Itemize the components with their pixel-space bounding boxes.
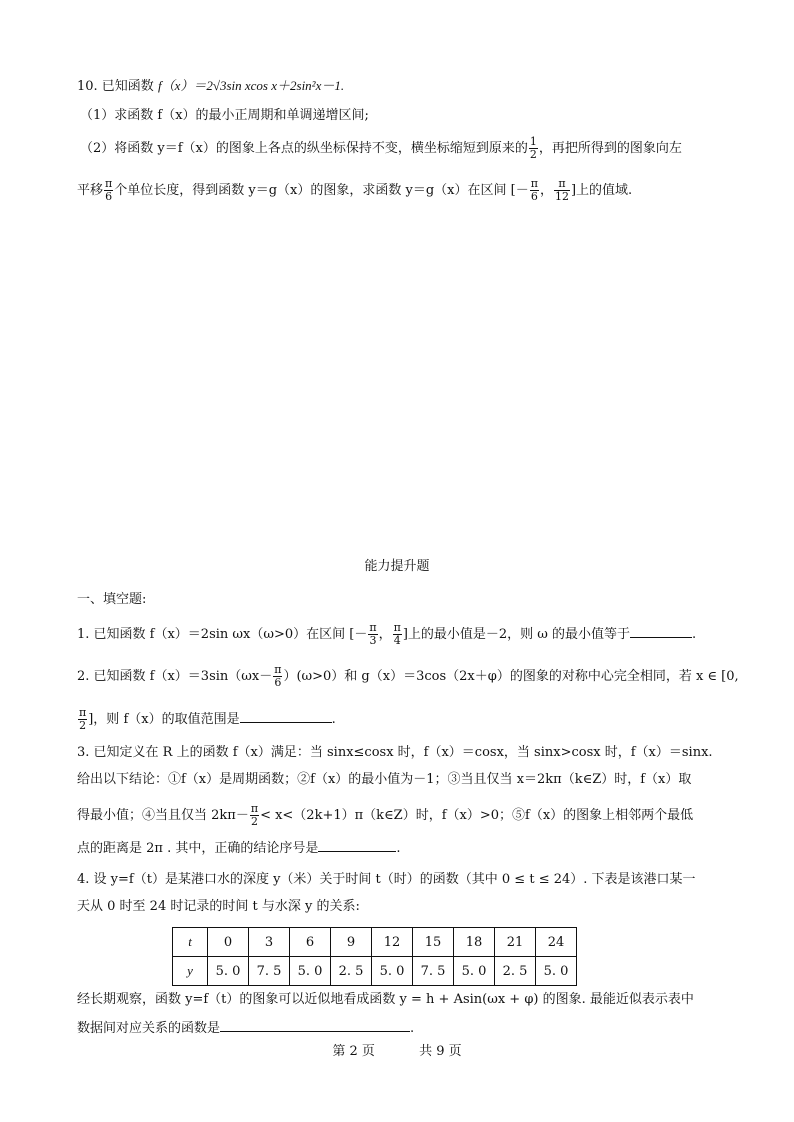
frac-num: π xyxy=(79,706,87,719)
p3-text-b: < x<（2k+1）π（k∈Z）时，f（x）>0；⑤f（x）的图象上相邻两个最低 xyxy=(260,808,694,823)
y-row-label: y xyxy=(173,957,208,986)
problem-3-line1: 3. 已知定义在 R 上的函数 f（x）满足：当 sinx≤cosx 时，f（x）＝cosx，当 sinx>cosx 时，f（x）＝sinx. xyxy=(77,745,713,760)
table-cell: 2. 5 xyxy=(331,957,372,986)
frac-num: π xyxy=(250,802,259,815)
q10-line1 xyxy=(77,76,344,97)
p1-text-a: 1. 已知函数 f（x）＝2sin ωx（ω>0）在区间 [－ xyxy=(77,627,368,642)
table-row xyxy=(173,957,577,986)
p2-text-a: 2. 已知函数 f（x）＝3sin（ωx－ xyxy=(77,669,273,684)
table-cell: 6 xyxy=(290,928,331,957)
frac-den: 4 xyxy=(393,634,401,647)
q10-part2-line2 xyxy=(77,178,632,203)
frac-den: 2 xyxy=(529,148,537,161)
data-table xyxy=(172,927,577,986)
t-row-label: t xyxy=(173,928,208,957)
table-cell: 12 xyxy=(372,928,413,957)
fraction-pi-over-3 xyxy=(368,622,377,647)
p2-text-b: ）(ω>0）和 g（x）＝3cos（2x＋φ）的图象的对称中心完全相同，若 x ∈ [0, xyxy=(283,669,739,684)
answer-blank[interactable] xyxy=(220,1017,410,1032)
table-cell: 9 xyxy=(331,928,372,957)
problem-3-line3 xyxy=(77,803,693,828)
frac-num: π xyxy=(393,621,401,634)
frac-den: 6 xyxy=(105,190,113,203)
problem-4-line3: 经长期观察，函数 y=f（t）的图象可以近似地看成函数 y = h + Asin(ωx + φ) 的图象. 最能近似表示表中 xyxy=(77,992,694,1007)
fraction-pi-over-6 xyxy=(273,664,282,689)
problem-3-line2: 给出以下结论：①f（x）是周期函数；②f（x）的最小值为－1；③当且仅当 x＝2kπ（k∈Z）时，f（x）取 xyxy=(77,772,692,787)
q10-part2-line1 xyxy=(80,136,682,161)
q10-formula: f（x）＝2√3sin xcos x＋2sin²x－1. xyxy=(157,78,345,93)
table-cell: 5. 0 xyxy=(290,957,331,986)
fraction-pi-over-2 xyxy=(78,707,87,732)
problem-4-line2: 天从 0 时至 24 时记录的时间 t 与水深 y 的关系: xyxy=(77,899,360,914)
table-cell: 5. 0 xyxy=(454,957,495,986)
problem-4-line1: 4. 设 y=f（t）是某港口水的深度 y（米）关于时间 t（时）的函数（其中 0 ≤ t ≤ 24）. 下表是该港口某一 xyxy=(77,872,696,887)
q10-part2-text-d: 个单位长度，得到函数 y＝g（x）的图象，求函数 y＝g（x）在区间 [－ xyxy=(114,183,529,198)
answer-blank[interactable] xyxy=(240,708,332,723)
p4-text-b: . xyxy=(410,1021,415,1036)
section-title: 能力提升题 xyxy=(364,559,430,574)
frac-den: 2 xyxy=(250,815,258,828)
table-cell: 7. 5 xyxy=(413,957,454,986)
p2-text-d: . xyxy=(331,712,336,727)
separator: ， xyxy=(378,627,392,642)
separator: ， xyxy=(539,183,553,198)
problem-2-line2 xyxy=(77,707,336,732)
p3-text-d: . xyxy=(396,841,401,856)
table-row xyxy=(173,928,577,957)
frac-num: π xyxy=(105,177,113,190)
page-total: 共 9 页 xyxy=(419,1044,462,1059)
table-cell: 2. 5 xyxy=(495,957,536,986)
frac-num: π xyxy=(369,621,377,634)
q10-intro: 10. 已知函数 xyxy=(77,79,154,94)
p1-text-c: . xyxy=(692,627,697,642)
table-cell: 5. 0 xyxy=(208,957,249,986)
frac-num: π xyxy=(554,178,570,191)
fraction-pi-over-2 xyxy=(250,803,259,828)
frac-den: 6 xyxy=(530,190,538,203)
table-cell: 5. 0 xyxy=(536,957,577,986)
frac-num: 1 xyxy=(529,135,537,148)
answer-blank[interactable] xyxy=(630,623,692,638)
table-cell: 15 xyxy=(413,928,454,957)
problem-3-line4 xyxy=(77,837,401,859)
table-cell: 0 xyxy=(208,928,249,957)
frac-den: 6 xyxy=(274,676,282,689)
q10-part2-text-a: （2）将函数 y＝f（x）的图象上各点的纵坐标保持不变，横坐标缩短到原来的 xyxy=(80,141,528,156)
frac-den: 3 xyxy=(369,634,377,647)
q10-part2-text-b: ，再把所得到的图象向左 xyxy=(538,141,682,156)
page-footer xyxy=(0,1040,794,1059)
problem-2-line1 xyxy=(77,664,739,689)
table-cell: 7. 5 xyxy=(249,957,290,986)
table-cell: 21 xyxy=(495,928,536,957)
part-heading: 一、填空题: xyxy=(77,592,147,607)
fraction-pi-over-6 xyxy=(530,178,539,203)
page-number: 第 2 页 xyxy=(332,1044,375,1059)
fraction-pi-over-12 xyxy=(554,178,570,203)
p2-text-c: ]，则 f（x）的取值范围是 xyxy=(88,712,240,727)
frac-den: 12 xyxy=(554,190,569,203)
table-cell: 24 xyxy=(536,928,577,957)
problem-1 xyxy=(77,622,696,647)
frac-num: π xyxy=(530,177,538,190)
table-cell: 3 xyxy=(249,928,290,957)
fraction-pi-over-4 xyxy=(393,622,402,647)
answer-blank[interactable] xyxy=(318,837,396,852)
p1-text-b: ]上的最小值是－2，则 ω 的最小值等于 xyxy=(402,627,631,642)
table-cell: 5. 0 xyxy=(372,957,413,986)
table-cell: 18 xyxy=(454,928,495,957)
frac-den: 2 xyxy=(79,719,87,732)
p3-text-a: 得最小值；④当且仅当 2kπ－ xyxy=(77,808,249,823)
q10-part2-text-c: 平移 xyxy=(77,183,104,198)
problem-4-line4 xyxy=(77,1017,414,1039)
frac-num: π xyxy=(274,663,282,676)
fraction-one-half xyxy=(529,136,538,161)
p3-text-c: 点的距离是 2π . 其中，正确的结论序号是 xyxy=(77,841,319,856)
q10-part1: （1）求函数 f（x）的最小正周期和单调递增区间; xyxy=(80,108,369,123)
q10-part2-text-e: ]上的值域. xyxy=(570,183,633,198)
fraction-pi-over-6 xyxy=(104,178,113,203)
p4-text-a: 数据间对应关系的函数是 xyxy=(77,1021,221,1036)
